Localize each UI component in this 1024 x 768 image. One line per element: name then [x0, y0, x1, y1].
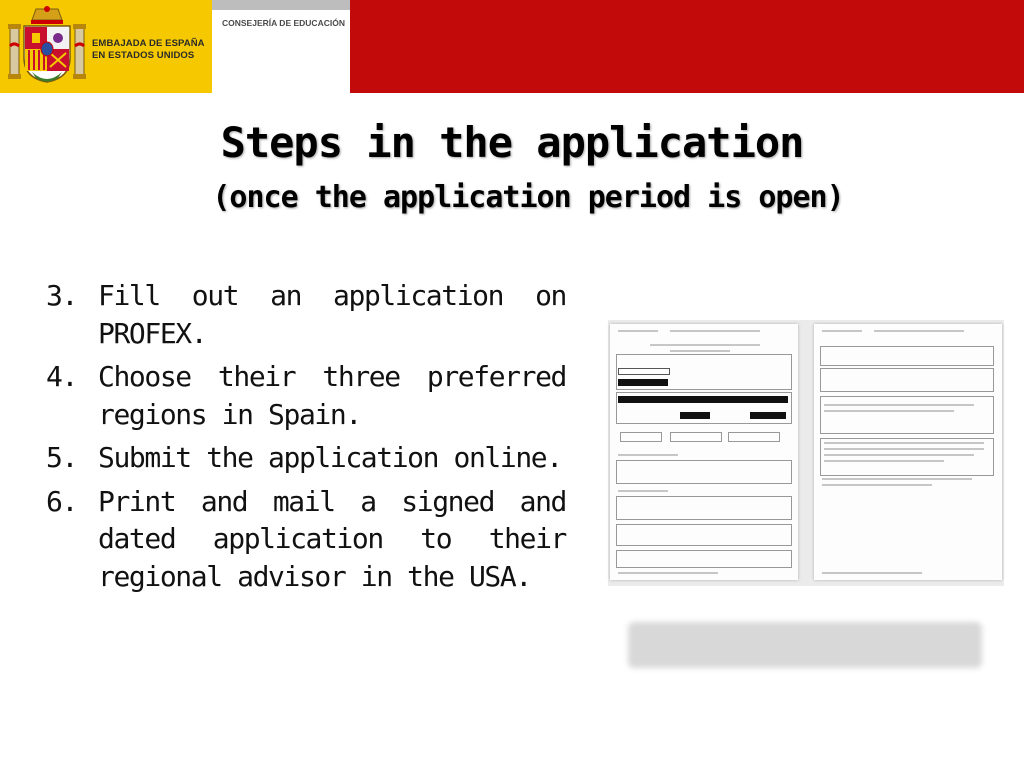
department-panel [212, 0, 350, 93]
steps-list [46, 277, 566, 601]
slide-title: Steps in the application [220, 118, 804, 167]
step-item [46, 483, 566, 596]
embassy-name: EMBAJADA DE ESPAÑA EN ESTADOS UNIDOS [92, 38, 205, 61]
step-text: Print and mail a signed and dated application to their regional advisor in the USA. [98, 484, 566, 593]
form-page-1 [610, 324, 798, 580]
step-number: 4. [46, 360, 77, 393]
header-banner [0, 0, 1024, 93]
embassy-panel [0, 0, 212, 93]
red-band [350, 0, 1024, 93]
step-text: Choose their three preferred regions in Spain. [98, 360, 566, 431]
coat-of-arms-icon [8, 6, 86, 86]
step-item [46, 277, 566, 352]
step-number: 3. [46, 279, 77, 312]
step-number: 6. [46, 484, 77, 518]
step-number: 5. [46, 441, 77, 474]
department-name: CONSEJERÍA DE EDUCACIÓN [222, 18, 345, 28]
step-item [46, 358, 566, 433]
slide-subtitle: (once the application period is open) [212, 180, 844, 215]
grey-strip [212, 0, 350, 10]
step-text: Submit the application online. [98, 441, 562, 474]
image-shadow [628, 622, 982, 668]
form-page-2 [814, 324, 1002, 580]
step-text: Fill out an application on PROFEX. [98, 279, 566, 350]
step-item [46, 439, 566, 477]
application-form-image [608, 320, 1004, 586]
